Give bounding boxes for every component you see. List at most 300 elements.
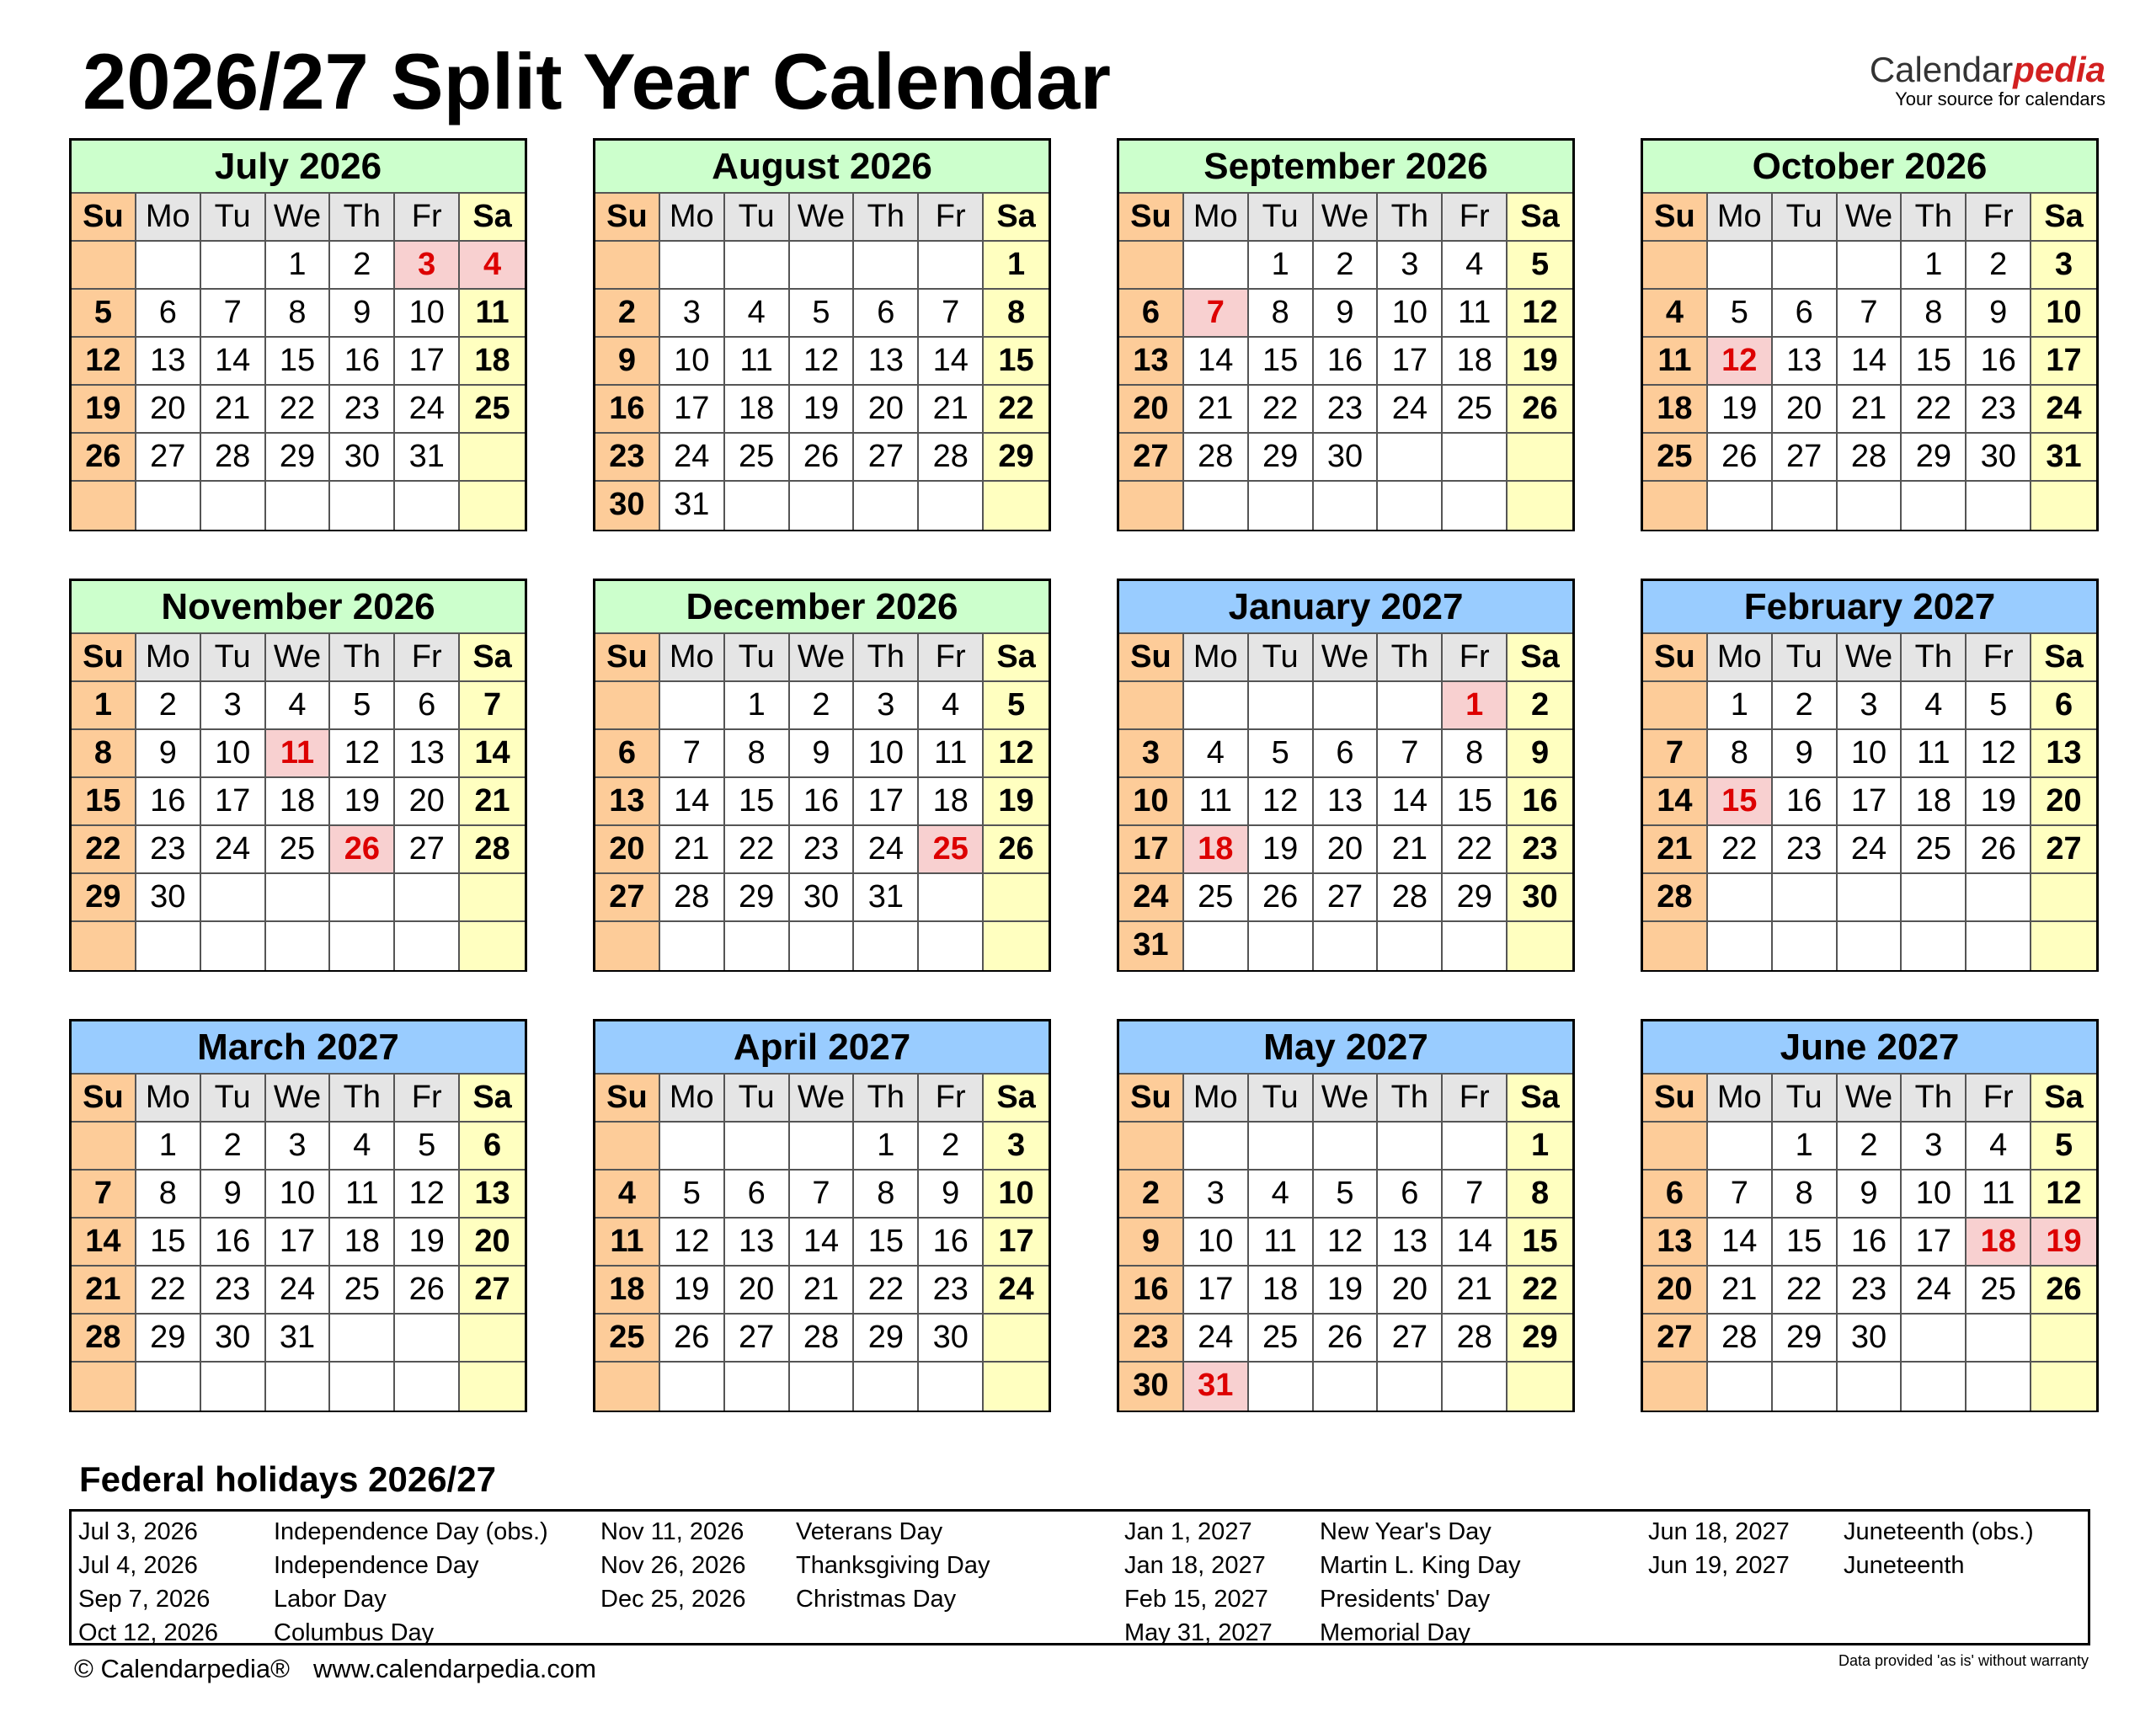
day-cell[interactable]: 2 (330, 242, 395, 290)
day-cell[interactable]: 20 (1119, 386, 1184, 434)
day-cell[interactable]: 17 (201, 778, 266, 826)
day-cell[interactable]: 25 (1643, 434, 1708, 482)
day-cell[interactable]: 31 (1119, 922, 1184, 970)
footer-url[interactable]: www.calendarpedia.com (312, 1654, 596, 1683)
day-cell[interactable]: 18 (266, 778, 331, 826)
day-cell[interactable]: 9 (790, 730, 855, 778)
day-cell[interactable]: 20 (460, 1219, 525, 1267)
day-cell[interactable]: 22 (1249, 386, 1314, 434)
day-cell[interactable]: 29 (984, 434, 1049, 482)
day-cell[interactable]: 14 (460, 730, 525, 778)
day-cell[interactable]: 14 (1643, 778, 1708, 826)
day-cell[interactable]: 19 (1508, 338, 1572, 386)
day-cell[interactable]: 19 (1708, 386, 1773, 434)
day-cell[interactable]: 22 (854, 1267, 919, 1315)
day-cell[interactable]: 7 (919, 290, 984, 338)
day-cell[interactable]: 14 (1378, 778, 1443, 826)
day-cell[interactable]: 20 (395, 778, 460, 826)
day-cell[interactable]: 8 (984, 290, 1049, 338)
day-cell[interactable]: 12 (660, 1219, 725, 1267)
day-cell[interactable]: 15 (1443, 778, 1508, 826)
day-cell[interactable]: 21 (790, 1267, 855, 1315)
day-cell[interactable]: 22 (725, 826, 790, 874)
day-cell[interactable]: 1 (725, 682, 790, 730)
day-cell[interactable]: 4 (1967, 1123, 2031, 1171)
day-cell[interactable]: 29 (854, 1315, 919, 1363)
day-cell[interactable]: 7 (1378, 730, 1443, 778)
day-cell[interactable]: 22 (1508, 1267, 1572, 1315)
day-cell[interactable]: 25 (266, 826, 331, 874)
holiday-day-cell[interactable]: 4 (460, 242, 525, 290)
day-cell[interactable]: 6 (2031, 682, 2096, 730)
holiday-day-cell[interactable]: 19 (2031, 1219, 2096, 1267)
day-cell[interactable]: 23 (1773, 826, 1838, 874)
day-cell[interactable]: 24 (854, 826, 919, 874)
day-cell[interactable]: 1 (266, 242, 331, 290)
day-cell[interactable]: 16 (330, 338, 395, 386)
day-cell[interactable]: 19 (1314, 1267, 1379, 1315)
day-cell[interactable]: 3 (2031, 242, 2096, 290)
day-cell[interactable]: 20 (854, 386, 919, 434)
day-cell[interactable]: 26 (660, 1315, 725, 1363)
day-cell[interactable]: 2 (136, 682, 201, 730)
day-cell[interactable]: 5 (72, 290, 136, 338)
day-cell[interactable]: 16 (1508, 778, 1572, 826)
day-cell[interactable]: 6 (1643, 1171, 1708, 1219)
day-cell[interactable]: 22 (136, 1267, 201, 1315)
day-cell[interactable]: 28 (1643, 874, 1708, 922)
day-cell[interactable]: 27 (1643, 1315, 1708, 1363)
day-cell[interactable]: 28 (72, 1315, 136, 1363)
day-cell[interactable]: 5 (660, 1171, 725, 1219)
day-cell[interactable]: 3 (1184, 1171, 1249, 1219)
day-cell[interactable]: 21 (1708, 1267, 1773, 1315)
day-cell[interactable]: 29 (72, 874, 136, 922)
day-cell[interactable]: 6 (395, 682, 460, 730)
day-cell[interactable]: 4 (919, 682, 984, 730)
day-cell[interactable]: 22 (1708, 826, 1773, 874)
day-cell[interactable]: 18 (725, 386, 790, 434)
day-cell[interactable]: 13 (460, 1171, 525, 1219)
day-cell[interactable]: 24 (660, 434, 725, 482)
day-cell[interactable]: 25 (595, 1315, 660, 1363)
day-cell[interactable]: 21 (919, 386, 984, 434)
day-cell[interactable]: 31 (2031, 434, 2096, 482)
day-cell[interactable]: 16 (201, 1219, 266, 1267)
day-cell[interactable]: 4 (1902, 682, 1967, 730)
day-cell[interactable]: 17 (266, 1219, 331, 1267)
day-cell[interactable]: 15 (1249, 338, 1314, 386)
day-cell[interactable]: 16 (1119, 1267, 1184, 1315)
day-cell[interactable]: 6 (1773, 290, 1838, 338)
day-cell[interactable]: 26 (1708, 434, 1773, 482)
day-cell[interactable]: 6 (854, 290, 919, 338)
day-cell[interactable]: 19 (395, 1219, 460, 1267)
day-cell[interactable]: 21 (460, 778, 525, 826)
day-cell[interactable]: 4 (1643, 290, 1708, 338)
day-cell[interactable]: 26 (984, 826, 1049, 874)
day-cell[interactable]: 20 (1643, 1267, 1708, 1315)
day-cell[interactable]: 21 (1838, 386, 1903, 434)
day-cell[interactable]: 19 (660, 1267, 725, 1315)
day-cell[interactable]: 12 (790, 338, 855, 386)
day-cell[interactable]: 3 (984, 1123, 1049, 1171)
day-cell[interactable]: 22 (1773, 1267, 1838, 1315)
day-cell[interactable]: 16 (919, 1219, 984, 1267)
day-cell[interactable]: 30 (1967, 434, 2031, 482)
day-cell[interactable]: 29 (1902, 434, 1967, 482)
day-cell[interactable]: 16 (1967, 338, 2031, 386)
day-cell[interactable]: 27 (395, 826, 460, 874)
day-cell[interactable]: 20 (1773, 386, 1838, 434)
holiday-day-cell[interactable]: 1 (1443, 682, 1508, 730)
holiday-day-cell[interactable]: 18 (1967, 1219, 2031, 1267)
day-cell[interactable]: 18 (919, 778, 984, 826)
day-cell[interactable]: 13 (1773, 338, 1838, 386)
day-cell[interactable]: 31 (660, 482, 725, 530)
day-cell[interactable]: 18 (1249, 1267, 1314, 1315)
day-cell[interactable]: 20 (136, 386, 201, 434)
day-cell[interactable]: 29 (725, 874, 790, 922)
day-cell[interactable]: 4 (725, 290, 790, 338)
day-cell[interactable]: 9 (919, 1171, 984, 1219)
day-cell[interactable]: 11 (460, 290, 525, 338)
day-cell[interactable]: 12 (1967, 730, 2031, 778)
day-cell[interactable]: 15 (1773, 1219, 1838, 1267)
day-cell[interactable]: 23 (1119, 1315, 1184, 1363)
day-cell[interactable]: 16 (1773, 778, 1838, 826)
day-cell[interactable]: 21 (1184, 386, 1249, 434)
day-cell[interactable]: 13 (136, 338, 201, 386)
day-cell[interactable]: 10 (2031, 290, 2096, 338)
day-cell[interactable]: 13 (595, 778, 660, 826)
holiday-day-cell[interactable]: 18 (1184, 826, 1249, 874)
day-cell[interactable]: 22 (266, 386, 331, 434)
day-cell[interactable]: 4 (595, 1171, 660, 1219)
day-cell[interactable]: 11 (595, 1219, 660, 1267)
day-cell[interactable]: 24 (1838, 826, 1903, 874)
day-cell[interactable]: 26 (790, 434, 855, 482)
day-cell[interactable]: 18 (1443, 338, 1508, 386)
day-cell[interactable]: 24 (1902, 1267, 1967, 1315)
day-cell[interactable]: 12 (2031, 1171, 2096, 1219)
day-cell[interactable]: 5 (984, 682, 1049, 730)
day-cell[interactable]: 13 (1119, 338, 1184, 386)
day-cell[interactable]: 15 (854, 1219, 919, 1267)
day-cell[interactable]: 10 (1838, 730, 1903, 778)
day-cell[interactable]: 18 (1902, 778, 1967, 826)
day-cell[interactable]: 19 (1967, 778, 2031, 826)
brand-logo[interactable] (1828, 51, 2105, 109)
day-cell[interactable]: 8 (1902, 290, 1967, 338)
day-cell[interactable]: 30 (136, 874, 201, 922)
day-cell[interactable]: 26 (1967, 826, 2031, 874)
day-cell[interactable]: 8 (72, 730, 136, 778)
day-cell[interactable]: 30 (595, 482, 660, 530)
day-cell[interactable]: 7 (660, 730, 725, 778)
day-cell[interactable]: 5 (2031, 1123, 2096, 1171)
day-cell[interactable]: 26 (1314, 1315, 1379, 1363)
day-cell[interactable]: 20 (2031, 778, 2096, 826)
day-cell[interactable]: 24 (201, 826, 266, 874)
day-cell[interactable]: 14 (1708, 1219, 1773, 1267)
day-cell[interactable]: 27 (595, 874, 660, 922)
day-cell[interactable]: 25 (1184, 874, 1249, 922)
day-cell[interactable]: 9 (1838, 1171, 1903, 1219)
day-cell[interactable]: 24 (1378, 386, 1443, 434)
day-cell[interactable]: 9 (136, 730, 201, 778)
day-cell[interactable]: 30 (790, 874, 855, 922)
day-cell[interactable]: 13 (725, 1219, 790, 1267)
day-cell[interactable]: 25 (460, 386, 525, 434)
day-cell[interactable]: 9 (1773, 730, 1838, 778)
day-cell[interactable]: 17 (1902, 1219, 1967, 1267)
day-cell[interactable]: 2 (1314, 242, 1379, 290)
day-cell[interactable]: 19 (790, 386, 855, 434)
day-cell[interactable]: 1 (72, 682, 136, 730)
day-cell[interactable]: 28 (201, 434, 266, 482)
day-cell[interactable]: 18 (460, 338, 525, 386)
day-cell[interactable]: 5 (1967, 682, 2031, 730)
day-cell[interactable]: 28 (1184, 434, 1249, 482)
day-cell[interactable]: 7 (201, 290, 266, 338)
day-cell[interactable]: 11 (1184, 778, 1249, 826)
day-cell[interactable]: 10 (854, 730, 919, 778)
day-cell[interactable]: 17 (1838, 778, 1903, 826)
day-cell[interactable]: 30 (1838, 1315, 1903, 1363)
day-cell[interactable]: 25 (1967, 1267, 2031, 1315)
day-cell[interactable]: 8 (266, 290, 331, 338)
day-cell[interactable]: 25 (1249, 1315, 1314, 1363)
day-cell[interactable]: 7 (1443, 1171, 1508, 1219)
day-cell[interactable]: 12 (1508, 290, 1572, 338)
day-cell[interactable]: 16 (136, 778, 201, 826)
day-cell[interactable]: 29 (1249, 434, 1314, 482)
day-cell[interactable]: 26 (2031, 1267, 2096, 1315)
holiday-day-cell[interactable]: 25 (919, 826, 984, 874)
day-cell[interactable]: 27 (854, 434, 919, 482)
day-cell[interactable]: 15 (136, 1219, 201, 1267)
day-cell[interactable]: 7 (1708, 1171, 1773, 1219)
day-cell[interactable]: 11 (1902, 730, 1967, 778)
day-cell[interactable]: 6 (460, 1123, 525, 1171)
day-cell[interactable]: 10 (1378, 290, 1443, 338)
day-cell[interactable]: 1 (854, 1123, 919, 1171)
day-cell[interactable]: 25 (725, 434, 790, 482)
day-cell[interactable]: 5 (790, 290, 855, 338)
day-cell[interactable]: 28 (660, 874, 725, 922)
day-cell[interactable]: 4 (1184, 730, 1249, 778)
day-cell[interactable]: 24 (2031, 386, 2096, 434)
day-cell[interactable]: 12 (1249, 778, 1314, 826)
day-cell[interactable]: 24 (1119, 874, 1184, 922)
day-cell[interactable]: 21 (201, 386, 266, 434)
day-cell[interactable]: 12 (330, 730, 395, 778)
day-cell[interactable]: 17 (2031, 338, 2096, 386)
day-cell[interactable]: 25 (330, 1267, 395, 1315)
day-cell[interactable]: 5 (1314, 1171, 1379, 1219)
day-cell[interactable]: 13 (1643, 1219, 1708, 1267)
day-cell[interactable]: 13 (395, 730, 460, 778)
day-cell[interactable]: 11 (919, 730, 984, 778)
day-cell[interactable]: 3 (854, 682, 919, 730)
day-cell[interactable]: 18 (330, 1219, 395, 1267)
day-cell[interactable]: 2 (1967, 242, 2031, 290)
day-cell[interactable]: 9 (201, 1171, 266, 1219)
day-cell[interactable]: 3 (201, 682, 266, 730)
day-cell[interactable]: 11 (725, 338, 790, 386)
day-cell[interactable]: 5 (395, 1123, 460, 1171)
day-cell[interactable]: 1 (1773, 1123, 1838, 1171)
day-cell[interactable]: 6 (136, 290, 201, 338)
day-cell[interactable]: 14 (1838, 338, 1903, 386)
day-cell[interactable]: 7 (460, 682, 525, 730)
day-cell[interactable]: 24 (1184, 1315, 1249, 1363)
day-cell[interactable]: 9 (330, 290, 395, 338)
day-cell[interactable]: 24 (395, 386, 460, 434)
day-cell[interactable]: 8 (136, 1171, 201, 1219)
day-cell[interactable]: 2 (595, 290, 660, 338)
day-cell[interactable]: 23 (136, 826, 201, 874)
day-cell[interactable]: 15 (725, 778, 790, 826)
day-cell[interactable]: 28 (919, 434, 984, 482)
day-cell[interactable]: 8 (1708, 730, 1773, 778)
holiday-day-cell[interactable]: 26 (330, 826, 395, 874)
day-cell[interactable]: 27 (1314, 874, 1379, 922)
day-cell[interactable]: 29 (1773, 1315, 1838, 1363)
day-cell[interactable]: 1 (1508, 1123, 1572, 1171)
day-cell[interactable]: 5 (1508, 242, 1572, 290)
day-cell[interactable]: 10 (1184, 1219, 1249, 1267)
day-cell[interactable]: 19 (330, 778, 395, 826)
day-cell[interactable]: 15 (1508, 1219, 1572, 1267)
day-cell[interactable]: 17 (1184, 1267, 1249, 1315)
day-cell[interactable]: 28 (1378, 874, 1443, 922)
day-cell[interactable]: 1 (136, 1123, 201, 1171)
day-cell[interactable]: 7 (1643, 730, 1708, 778)
day-cell[interactable]: 28 (1708, 1315, 1773, 1363)
day-cell[interactable]: 3 (1119, 730, 1184, 778)
day-cell[interactable]: 8 (1249, 290, 1314, 338)
day-cell[interactable]: 19 (72, 386, 136, 434)
day-cell[interactable]: 12 (72, 338, 136, 386)
day-cell[interactable]: 25 (1902, 826, 1967, 874)
holiday-day-cell[interactable]: 15 (1708, 778, 1773, 826)
day-cell[interactable]: 22 (1443, 826, 1508, 874)
day-cell[interactable]: 3 (1838, 682, 1903, 730)
day-cell[interactable]: 13 (854, 338, 919, 386)
day-cell[interactable]: 7 (72, 1171, 136, 1219)
day-cell[interactable]: 23 (919, 1267, 984, 1315)
day-cell[interactable]: 15 (266, 338, 331, 386)
day-cell[interactable]: 6 (1378, 1171, 1443, 1219)
day-cell[interactable]: 28 (1838, 434, 1903, 482)
day-cell[interactable]: 17 (1119, 826, 1184, 874)
day-cell[interactable]: 30 (1508, 874, 1572, 922)
day-cell[interactable]: 16 (790, 778, 855, 826)
day-cell[interactable]: 8 (725, 730, 790, 778)
day-cell[interactable]: 2 (1119, 1171, 1184, 1219)
day-cell[interactable]: 20 (725, 1267, 790, 1315)
day-cell[interactable]: 29 (1443, 874, 1508, 922)
day-cell[interactable]: 14 (1443, 1219, 1508, 1267)
day-cell[interactable]: 9 (595, 338, 660, 386)
day-cell[interactable]: 16 (595, 386, 660, 434)
day-cell[interactable]: 31 (854, 874, 919, 922)
holiday-day-cell[interactable]: 12 (1708, 338, 1773, 386)
day-cell[interactable]: 13 (1314, 778, 1379, 826)
day-cell[interactable]: 17 (854, 778, 919, 826)
day-cell[interactable]: 15 (984, 338, 1049, 386)
day-cell[interactable]: 21 (72, 1267, 136, 1315)
day-cell[interactable]: 23 (1967, 386, 2031, 434)
day-cell[interactable]: 2 (1508, 682, 1572, 730)
holiday-day-cell[interactable]: 11 (266, 730, 331, 778)
day-cell[interactable]: 10 (201, 730, 266, 778)
day-cell[interactable]: 14 (1184, 338, 1249, 386)
day-cell[interactable]: 21 (1443, 1267, 1508, 1315)
day-cell[interactable]: 2 (1773, 682, 1838, 730)
day-cell[interactable]: 6 (1119, 290, 1184, 338)
day-cell[interactable]: 1 (1708, 682, 1773, 730)
day-cell[interactable]: 20 (595, 826, 660, 874)
day-cell[interactable]: 4 (1249, 1171, 1314, 1219)
day-cell[interactable]: 17 (1378, 338, 1443, 386)
day-cell[interactable]: 12 (1314, 1219, 1379, 1267)
day-cell[interactable]: 30 (330, 434, 395, 482)
day-cell[interactable]: 27 (460, 1267, 525, 1315)
day-cell[interactable]: 27 (1378, 1315, 1443, 1363)
day-cell[interactable]: 27 (1773, 434, 1838, 482)
day-cell[interactable]: 25 (1443, 386, 1508, 434)
day-cell[interactable]: 24 (984, 1267, 1049, 1315)
day-cell[interactable]: 14 (919, 338, 984, 386)
day-cell[interactable]: 4 (330, 1123, 395, 1171)
day-cell[interactable]: 1 (984, 242, 1049, 290)
day-cell[interactable]: 9 (1967, 290, 2031, 338)
day-cell[interactable]: 29 (1508, 1315, 1572, 1363)
day-cell[interactable]: 21 (660, 826, 725, 874)
day-cell[interactable]: 8 (854, 1171, 919, 1219)
day-cell[interactable]: 2 (919, 1123, 984, 1171)
day-cell[interactable]: 19 (984, 778, 1049, 826)
day-cell[interactable]: 2 (790, 682, 855, 730)
day-cell[interactable]: 5 (330, 682, 395, 730)
day-cell[interactable]: 28 (1443, 1315, 1508, 1363)
day-cell[interactable]: 23 (1314, 386, 1379, 434)
day-cell[interactable]: 27 (725, 1315, 790, 1363)
day-cell[interactable]: 1 (1249, 242, 1314, 290)
day-cell[interactable]: 10 (1902, 1171, 1967, 1219)
day-cell[interactable]: 6 (595, 730, 660, 778)
day-cell[interactable]: 27 (136, 434, 201, 482)
day-cell[interactable]: 9 (1314, 290, 1379, 338)
day-cell[interactable]: 10 (1119, 778, 1184, 826)
day-cell[interactable]: 23 (790, 826, 855, 874)
day-cell[interactable]: 10 (266, 1171, 331, 1219)
day-cell[interactable]: 2 (1838, 1123, 1903, 1171)
day-cell[interactable]: 26 (1508, 386, 1572, 434)
day-cell[interactable]: 5 (1249, 730, 1314, 778)
day-cell[interactable]: 21 (1643, 826, 1708, 874)
day-cell[interactable]: 9 (1508, 730, 1572, 778)
day-cell[interactable]: 23 (201, 1267, 266, 1315)
day-cell[interactable]: 13 (1378, 1219, 1443, 1267)
day-cell[interactable]: 14 (660, 778, 725, 826)
day-cell[interactable]: 5 (1708, 290, 1773, 338)
day-cell[interactable]: 23 (330, 386, 395, 434)
day-cell[interactable]: 3 (1378, 242, 1443, 290)
